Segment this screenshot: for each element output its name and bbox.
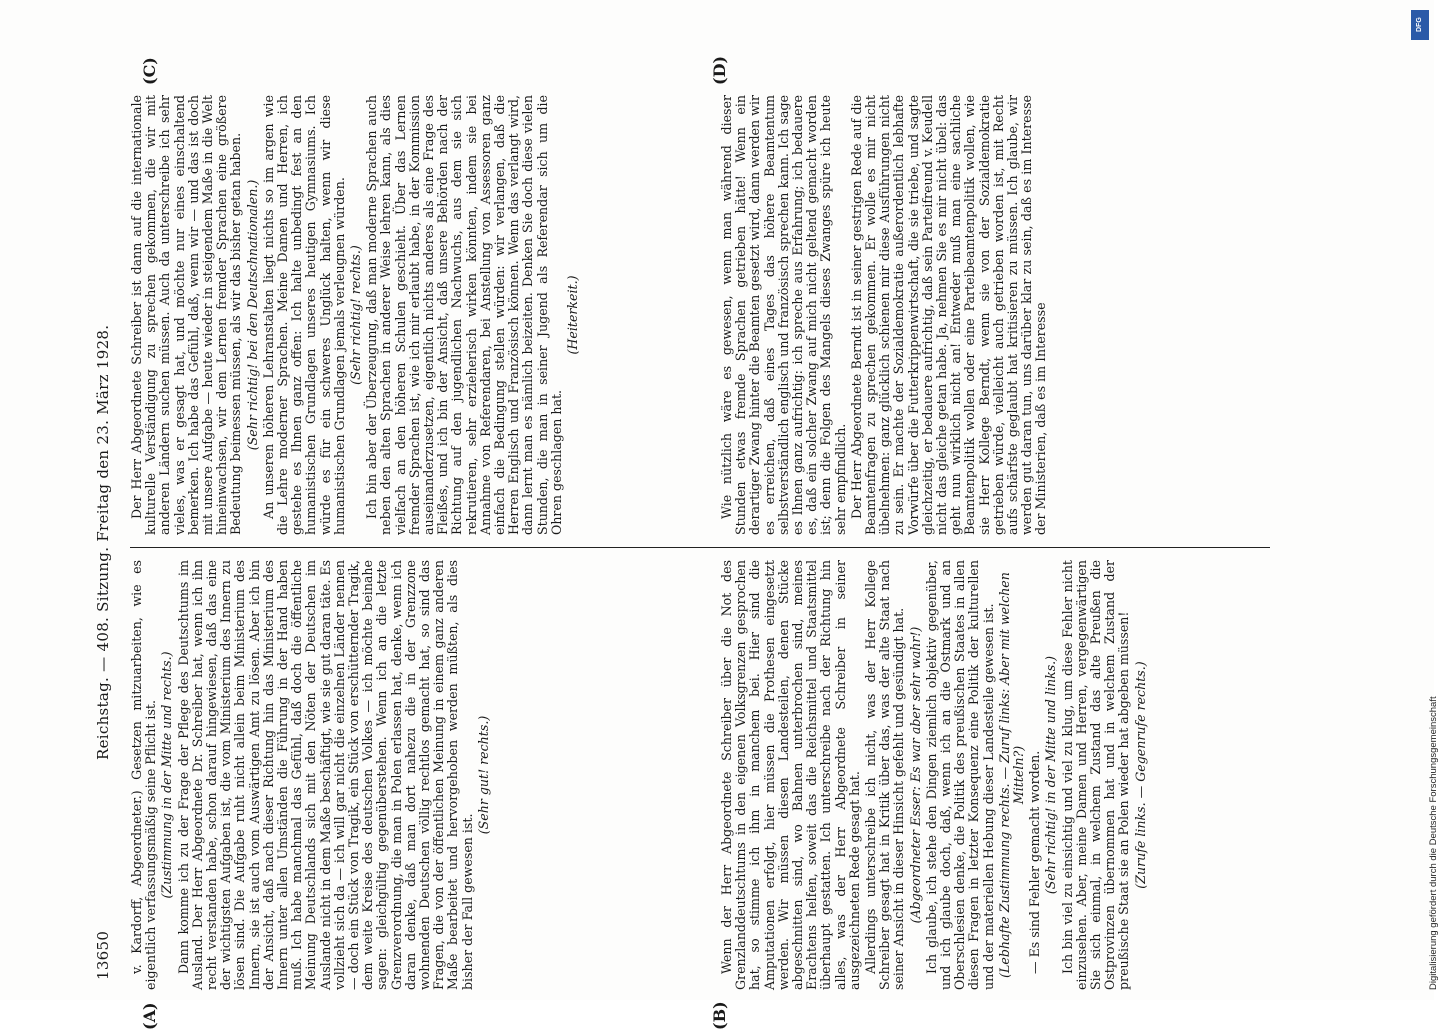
margin-marker-d: (D) bbox=[710, 55, 729, 85]
page-title: Reichstag. — 408. Sitzung. Freitag den 23. März 1928. bbox=[94, 324, 112, 760]
paragraph: v. Kardorff, Abgeordneter.) Gesetzen mitzuarbeiten, wie es eigentlich verfassungsmäßig seine Pflicht ist. bbox=[129, 560, 159, 990]
interjection: (Sehr richtig! in der Mitte und links.) bbox=[1043, 655, 1059, 895]
interjection: (Sehr richtig! bei den Deutschnationalen.) bbox=[244, 179, 260, 451]
paragraph: Ich glaube, ich stehe den Dingen ziemlich objektiv gegenüber, und ich glaube doch, daß, wenn ich an die Ostmark und an Oberschlesien denke, die Politik des preußischen Staates in allen diesen Fragen in letzter Konsequenz eine Politik der kulturellen und der materiellen Hebung dieser Landesteile gewesen ist. bbox=[923, 560, 996, 990]
paragraph: — Es sind Fehler gemacht worden. bbox=[1027, 750, 1043, 974]
paragraph: Wie nützlich wäre es gewesen, wenn man während dieser Stunden etwas fremde Sprachen getrieben hätte! Wenn ein derartiger Zwang hinter die Beamten gesetzt wird, dann werden wir es erreichen, daß eines Tages das höhere Beamtentum selbstverständlich englisch und französisch sprechen kann. Ich sage es Ihnen ganz aufrichtig: ich spreche aus Erfahrung; ich bedauere es, daß ein solcher Zwang auf mich nicht geltend gemacht worden ist; denn die Folgen des Mangels dieses Zwanges spüre ich heute sehr empfindlich. bbox=[719, 95, 848, 535]
digitization-credit: Digitalisierung gefördert durch die Deutsche Forschungsgemeinschaft bbox=[1428, 696, 1439, 990]
interjection: (Sehr gut! rechts.) bbox=[475, 715, 491, 835]
page-content bbox=[90, 55, 1320, 1030]
page-number: 13650 bbox=[94, 930, 112, 980]
margin-marker-c: (C) bbox=[140, 57, 159, 85]
margin-marker-a: (A) bbox=[140, 1002, 159, 1030]
dfg-logo: DFG bbox=[1411, 10, 1429, 40]
paragraph: Allerdings unterschreibe ich nicht, was der Herr Kollege Schreiber gesagt hat in Kritik über das, was der alte Staat nach seiner Ansicht in dieser Hinsicht gefehlt und gesündigt hat. bbox=[863, 560, 907, 990]
column-divider bbox=[130, 547, 1270, 548]
paragraph: Wenn der Herr Abgeordnete Schreiber über die Not des Grenzlanddeutschtums in den eigenen Volksgrenzen gesprochen hat, so stimme ich ihm in manchem bei. Hier sind die Amputationen erfolgt, hier müssen die Prothesen eingesetzt werden. Wir müssen diesen Landesteilen, denen Stücke abgeschnitten sind, wo Bahnen unterbrochen sind, meines Erachtens helfen, soweit das die Reichsmittel und Staatsmittel überhaupt gestatten. Ich unterschreibe nach der Richtung hin alles, was der Herr Abgeordnete Schreiber in seiner ausgezeichneten Rede gesagt hat. bbox=[719, 560, 862, 990]
page-header bbox=[90, 100, 124, 980]
interjection: (Sehr richtig! rechts.) bbox=[348, 245, 364, 385]
right-column-lower bbox=[720, 95, 1280, 535]
paragraph: Der Herr Abgeordnete Schreiber ist dann auf die internationale kulturelle Verständigung zu sprechen gekommen, die wir mit anderen Ländern suchen müssen. Auch da unterschreibe ich sehr vieles, was er gesagt hat, und möchte nur eines einschaltend bemerken. Ich habe das Gefühl, daß, wenn wir — und das ist doch mit unsere Aufgabe — heute wieder in steigendem Maße in die Welt hineinwachsen, wir dem Lernen fremder Sprachen eine größere Bedeutung beimessen müssen, als wir das bisher getan haben. bbox=[129, 95, 244, 535]
margin-marker-b: (B) bbox=[710, 1001, 729, 1030]
interjection: (Abgeordneter Esser: Es war aber sehr wahr!) bbox=[907, 626, 923, 924]
interjection: (Heiterkeit.) bbox=[565, 275, 581, 355]
paragraph: Der Herr Abgeordnete Berndt ist in seiner gestrigen Rede auf die Beamtenfragen zu sprechen gekommen. Er wolle es mir nicht übelnehmen: ganz glücklich schienen mir diese Ausführungen nicht zu sein. Er machte der Sozialdemokratie außerordentlich lebhafte Vorwürfe über die Futterkrippenwirtschaft, die sie triebe, und sagte gleichzeitig, er bedauere aufrichtig, daß sein Parteifreund v. Keudell nicht das gleiche getan habe. Ja, nehmen Sie es mir nicht übel: das geht nun wirklich nicht an! Entweder muß man eine sachliche Beamtenpolitik wollen oder eine Parteibeamtenpolitik wollen, wie sie Herr Kollege Berndt, wenn sie von der Sozialdemokratie getrieben würde, vielleicht auch getrieben worden ist, mit Recht aufs schärfste geglaubt hat kritisieren zu müssen. Ich glaube, wir werden gut daran tun, uns darüber klar zu sein, daß es im Interesse der Ministerien, daß es im Interesse bbox=[848, 95, 1049, 535]
right-column-upper bbox=[130, 95, 690, 535]
paragraph: Ich bin aber der Überzeugung, daß man moderne Sprachen auch neben den alten Sprachen in anderer Weise lehren kann, als dies vielfach an den höheren Schulen geschieht. Über das Lernen fremder Sprachen ist, wie ich mir erlaubt habe, in der Kommission auseinanderzusetzen, eigentlich nichts anderes als eine Frage des Fleißes, und ich bin der Ansicht, daß unsere Behörden nach der Richtung auf den jugendlichen Nachwuchs, aus dem sie sich rekrutieren, sehr erzieherisch wirken könnten, indem sie bei Annahme von Referendaren, bei Anstellung von Assessoren ganz einfach die Bedingung stellen würden: wir verlangen, daß die Herren Englisch und Französisch können. Wenn das verlangt wird, dann lernt man es nämlich beizeiten. Denken Sie doch diese vielen Stunden, die man in seiner Jugend als Referendar sich um die Ohren geschlagen hat. bbox=[364, 95, 564, 535]
interjection: (Lebhafte Zustimmung rechts. — Zuruf links: Aber mit welchen Mitteln?) bbox=[996, 572, 1027, 978]
interjection: (Zustimmung in der Mitte und rechts.) bbox=[159, 651, 175, 899]
paragraph: An unseren höheren Lehranstalten liegt nichts so im argen wie die Lehre moderner Sprachen. Meine Damen und Herren, ich gestehe es Ihnen ganz offen: Ich halte unbedingt fest an den humanistischen Grundlagen unseres heutigen Gymnasiums. Ich würde es für ein schweres Unglück halten, wenn wir diese humanistischen Grundlagen jemals verleugnen würden. bbox=[260, 95, 347, 535]
interjection: (Zurufe links. — Gegenrufe rechts.) bbox=[1132, 661, 1148, 889]
left-column-lower bbox=[720, 560, 1280, 990]
paragraph: Dann komme ich zu der Frage der Pflege des Deutschtums im Ausland. Der Herr Abgeordnete Dr. Schreiber hat, wenn ich ihn recht verstanden habe, schon darauf hingewiesen, daß das eine der wichtigsten Aufgaben ist, die vom Ministerium des Innern zu lösen sind. Die Aufgabe ruht nicht allein beim Ministerium des Innern, sie ist auch vom Auswärtigen Amt zu lösen. Aber ich bin der Ansicht, daß nach dieser Richtung hin das Ministerium des Innern unter allen Umständen die Führung in der Hand haben muß. Ich habe manchmal das Gefühl, daß doch die öffentliche Meinung Deutschlands sich mit den Nöten der Deutschen im Auslande nicht in dem Maße beschäftigt, wie sie gut daran täte. Es vollzieht sich da — ich will gar nicht die einzelnen Länder nennen — doch ein Stück von Tragik, ein Stück von erschütternder Tragik, dem weite Kreise des deutschen Volkes — ich möchte beinahe sagen: gleichgültig gegenüberstehen. Wenn ich an die letzte Grenzverordnung, die man in Polen erlassen hat, denke, wenn ich daran denke, daß man dort nahezu die in der Grenzzone wohnenden Deutschen völlig rechtlos gemacht hat, so sind das Fragen, die von der öffentlichen Meinung in einem ganz anderen Maße bearbeitet und hervorgehoben werden müßten, als dies bisher der Fall gewesen ist. bbox=[175, 559, 475, 990]
paragraph: Ich bin viel zu einsichtig und viel zu klug, um diese Fehler nicht einzusehen. Aber, meine Damen und Herren, vergegenwärtigen Sie sich einmal, in welchem Zustand das alte Preußen die Ostprovinzen übernommen hat und in welchem Zustand der preußische Staat sie an Polen wieder hat abgeben müssen! bbox=[1059, 560, 1132, 990]
left-column-upper bbox=[130, 560, 690, 990]
digitization-sidebar bbox=[1408, 0, 1439, 1000]
